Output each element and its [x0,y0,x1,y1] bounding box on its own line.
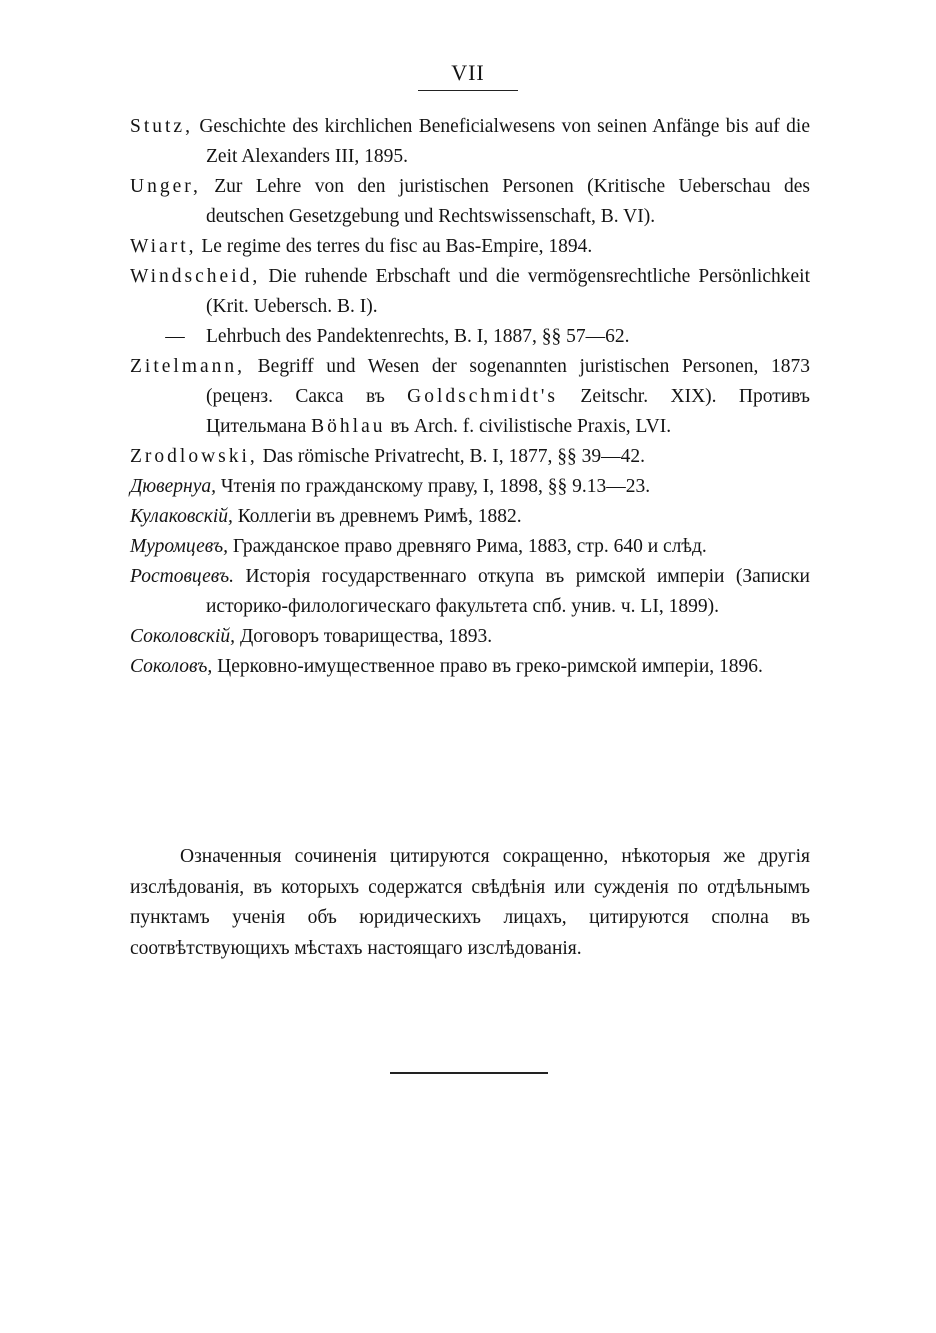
bibliography-entry [130,472,810,502]
entry-text: Le regime des terres du fisc au Bas-Empire, 1894. [196,236,593,257]
bibliography-entry [130,652,810,682]
entry-text: Исторія государственнаго откупа въ римской имперіи (Записки историко-филологическаго факультета спб. унив. ч. LI, 1899). [206,566,810,617]
entry-text: Zeitschr. XIX). Противъ Цительмана [206,386,810,437]
entry-text: Die ruhende Erbschaft und die vermögensrechtliche Persönlichkeit (Krit. Uebersch. B. I). [206,266,810,317]
bibliography-entry [130,172,810,232]
entry-text: Geschichte des kirchlichen Beneficialwesens von seinen Anfänge bis auf die Zeit Alexanders III, 1895. [192,116,810,167]
bibliography-entry [130,232,810,262]
entry-text: Lehrbuch des Pandektenrechts, B. I, 1887, §§ 57—62. [206,326,630,347]
closing-note: Означенныя сочиненія цитируются сокращенно, нѣкоторыя же другія изслѣдованія, въ которыхъ содержатся свѣдѣнія или сужденія по отдѣльнымъ пунктамъ ученія объ юридическихъ лицахъ, цитируются сполна въ соотвѣтствующихъ мѣстахъ настоящаго изслѣдованія. [130,846,810,959]
bibliography-entry [130,262,810,322]
entry-text: Коллегіи въ древнемъ Римѣ, 1882. [232,506,522,527]
ditto-dash: — [165,326,185,347]
entry-spaced-name: Böhlau [311,416,386,437]
entry-spaced-name: Goldschmidt's [407,386,559,407]
entry-text: Zur Lehre von den juristischen Personen (Kritische Ueberschau des deutschen Gesetzgebung und Rechtswissenschaft, B. VI). [200,176,810,227]
entry-text: въ Arch. f. civilistische Praxis, LVI. [385,416,672,437]
entry-author: Wiart, [130,236,197,257]
entry-text: Договоръ товарищества, 1893. [235,626,493,647]
bibliography-entry [130,562,810,622]
page-number: VII [451,60,485,85]
entry-text: Das römische Privatrecht, B. I, 1877, §§ 39—42. [257,446,646,467]
entry-author: Дювернуа, [130,476,216,497]
entry-author: Zitelmann, [130,356,246,377]
bibliography-entry [130,352,810,442]
entry-text: Begriff und Wesen der sogenannten juristischen Personen, 1873 (реценз. Сакса въ [206,356,810,407]
entry-author: Соколовскій, [130,626,236,647]
end-rule [390,1072,548,1074]
entry-author: Соколовъ, [130,656,213,677]
bibliography-entry [130,502,810,532]
entry-author: Муромцевъ, [130,536,228,557]
bibliography-entry-ditto [130,322,810,352]
entry-text: Гражданское право древняго Рима, 1883, стр. 640 и слѣд. [227,536,707,557]
header-rule [418,90,518,91]
entry-author: Кулаковскій, [130,506,233,527]
entry-text: Церковно-имущественное право въ греко-римской имперіи, 1896. [212,656,763,677]
bibliography-entry [130,622,810,652]
entry-author: Windscheid, [130,266,261,287]
bibliography-entry [130,532,810,562]
entry-author: Unger, [130,176,201,197]
bibliography-entry [130,112,810,172]
bibliography-list [130,112,810,682]
entry-author: Stutz, [130,116,193,137]
entry-author: Ростовцевъ. [130,566,235,587]
entry-author: Zrodlowski, [130,446,258,467]
entry-text: Чтенія по гражданскому праву, I, 1898, §§ 9.13—23. [215,476,651,497]
bibliography-entry [130,442,810,472]
